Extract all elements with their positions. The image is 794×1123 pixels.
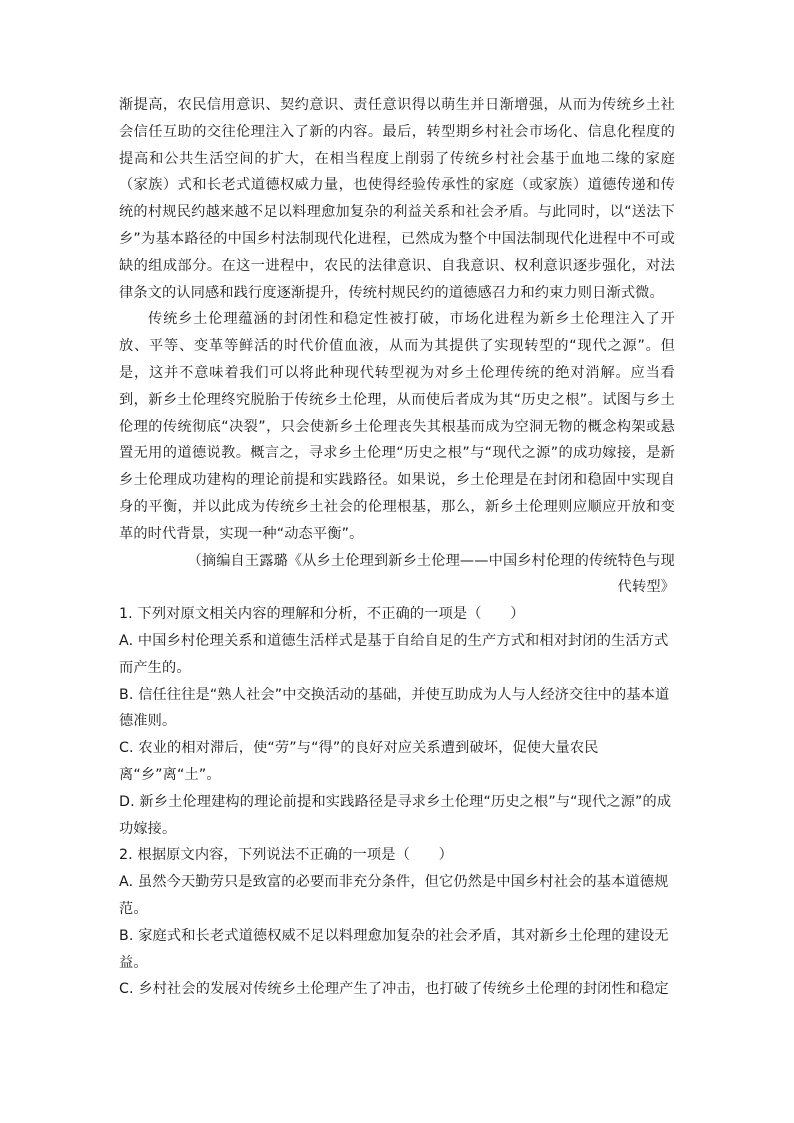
question-1-option-c: C. 农业的相对滞后，使“劳”与“得”的良好对应关系遭到破坏，促使大量农民离“乡”离“土”。 bbox=[119, 740, 599, 783]
question-2-stem: 2. 根据原文内容，下列说法不正确的一项是（ ） bbox=[119, 847, 453, 864]
passage-paragraph-2: 传统乡土伦理蕴涵的封闭性和稳定性被打破，市场化进程为新乡土伦理注入了开放、平等、变革等鲜活的时代价值血液，从而为其提供了实现转型的“现代之源”。但是，这并不意味着我们可以将此种现代转型视为对乡土伦理传统的绝对消解。应当看到，新乡土伦理终究脱胎于传统乡土伦理，从而使后者成为其“历史之根”。试图与乡土伦理的传统彻底“决裂”，只会使新乡土伦理丧失其根基而成为空洞无物的概念构架或悬置无用的道德说教。概言之，寻求乡土伦理“历史之根”与“现代之源”的成功嫁接，是新乡土伦理成功建构的理论前提和实践路径。如果说，乡土伦理是在封闭和稳固中实现自身的平衡，并以此成为传统乡土社会的伦理根基，那么，新乡土伦理则应顺应开放和变革的时代背景，实现一种“动态平衡”。 bbox=[119, 311, 675, 542]
question-1-stem: 1. 下列对原文相关内容的理解和分析，不正确的一项是（ ） bbox=[119, 606, 525, 623]
question-1-option-a: A. 中国乡村伦理关系和道德生活样式是基于自给自足的生产方式和相对封闭的生活方式而产生的。 bbox=[119, 632, 669, 676]
question-2-option-a: A. 虽然今天勤劳只是致富的必要而非充分条件，但它仍然是中国乡村社会的基本道德规范。 bbox=[119, 874, 669, 917]
question-2-option-c: C. 乡村社会的发展对传统乡土伦理产生了冲击，也打破了传统乡土伦理的封闭性和稳定 bbox=[119, 981, 669, 998]
question-2-option-b: B. 家庭式和长老式道德权威不足以料理愈加复杂的社会矛盾，其对新乡土伦理的建设无益。 bbox=[119, 927, 669, 971]
passage-source-citation: （摘编自王露璐《从乡土伦理到新乡土伦理——中国乡村伦理的传统特色与现代转型》 bbox=[187, 552, 675, 596]
document-page bbox=[119, 92, 675, 1003]
passage-paragraph-1: 渐提高，农民信用意识、契约意识、责任意识得以萌生并日渐增强，从而为传统乡土社会信任互助的交往伦理注入了新的内容。最后，转型期乡村社会市场化、信息化程度的提高和公共生活空间的扩大，在相当程度上削弱了传统乡村社会基于血地二缘的家庭（家族）式和长老式道德权威力量，也使得经验传承性的家庭（或家族）道德传递和传统的村规民约越来越不足以料理愈加复杂的利益关系和社会矛盾。与此同时，以“送法下乡”为基本路径的中国乡村法制现代化进程，已然成为整个中国法制现代化进程中不可或缺的组成部分。在这一进程中，农民的法律意识、自我意识、权利意识逐步强化，对法律条文的认同感和践行度逐渐提升，传统村规民约的道德感召力和约束力则日渐式微。 bbox=[119, 97, 675, 301]
question-1-option-d: D. 新乡土伦理建构的理论前提和实践路径是寻求乡土伦理“历史之根”与“现代之源”的成功嫁接。 bbox=[119, 793, 672, 837]
question-1-option-b: B. 信任往往是“熟人社会”中交换活动的基础，并使互助成为人与人经济交往中的基本道德准则。 bbox=[119, 686, 670, 730]
